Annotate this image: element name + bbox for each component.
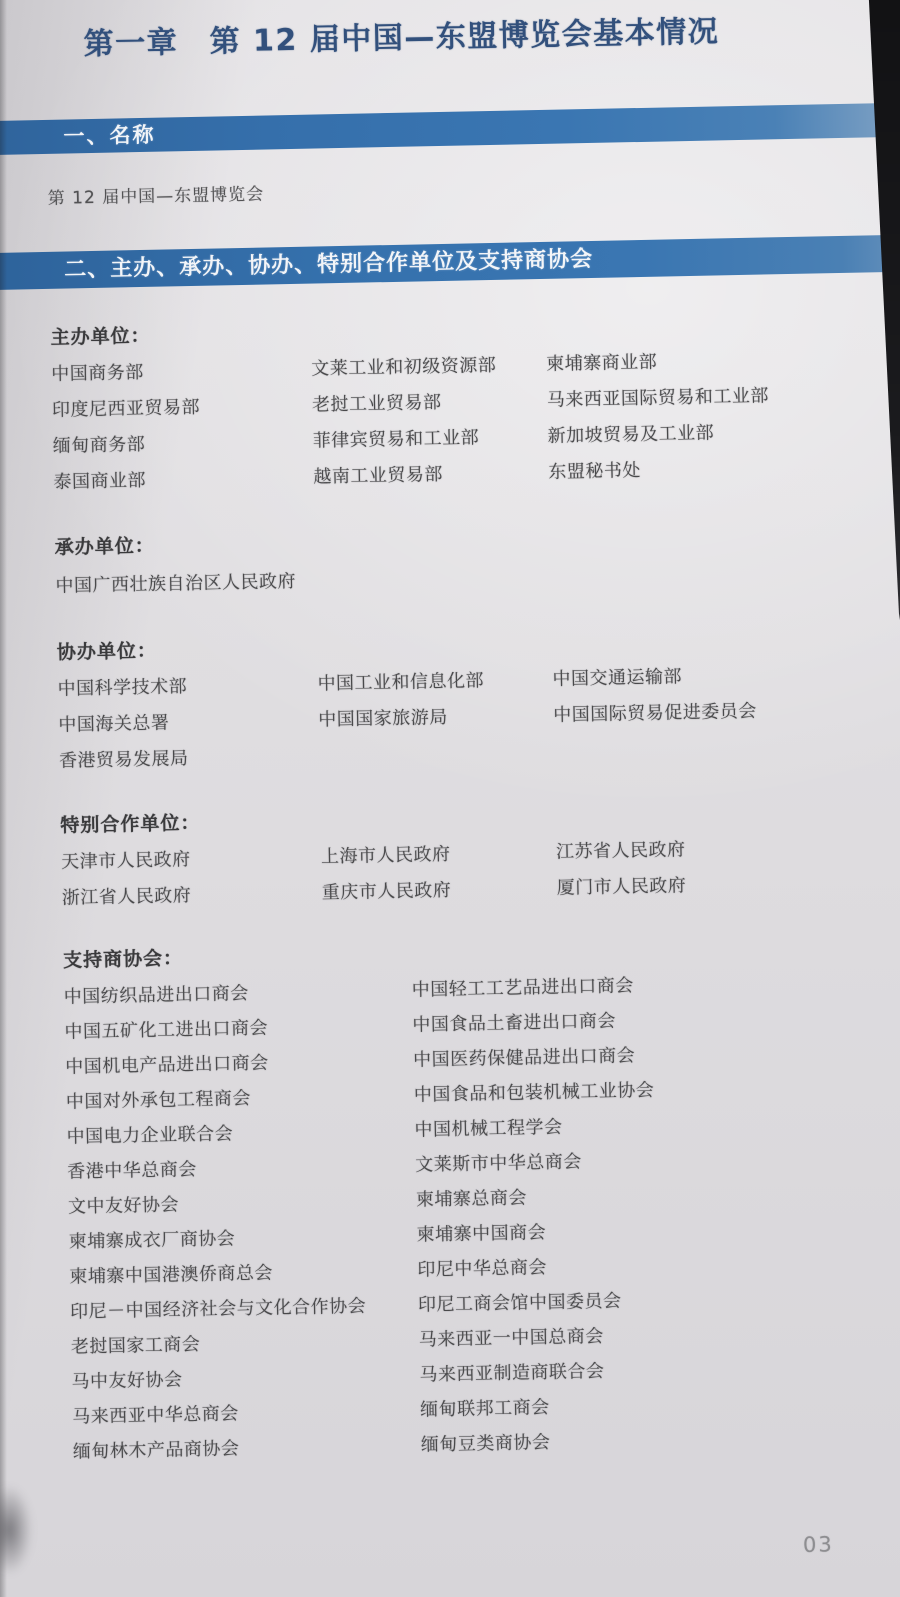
hosts-group: [50, 309, 892, 504]
special-partner-item: 重庆市人民政府: [321, 879, 452, 904]
supporter-item: 柬埔寨总商会: [415, 1187, 528, 1211]
table-row: [55, 555, 895, 608]
host-item: 泰国商业部: [53, 469, 147, 493]
supporter-item: 印尼－中国经济社会与文化合作协会: [69, 1295, 367, 1323]
chapter-title: 第一章 第 12 届中国—东盟博览会基本情况: [83, 14, 720, 63]
bottom-left-shadow: [0, 1485, 32, 1575]
supporter-item: 中国机械工程学会: [414, 1116, 563, 1141]
special-partner-item: 上海市人民政府: [320, 843, 451, 868]
supporter-item: 中国轻工工艺品进出口商会: [411, 975, 634, 1001]
coorganizer-item: 中国国际贸易促进委员会: [553, 700, 757, 726]
supporter-item: 马来西亚制造商联合会: [419, 1360, 605, 1386]
supporters-group: [63, 932, 900, 1473]
coorganizer-item: 中国科学技术部: [57, 676, 188, 700]
host-item: 马来西亚国际贸易和工业部: [546, 385, 770, 411]
supporter-item: 柬埔寨中国港澳侨商总会: [69, 1262, 274, 1288]
supporter-item: 缅甸林木产品商协会: [72, 1438, 240, 1463]
supporter-item: 马来西亚一中国总商会: [418, 1325, 604, 1351]
supporter-item: 中国五矿化工进出口商会: [64, 1017, 269, 1043]
section-banner-organizers: 二、主办、承办、协办、特别合作单位及支持商协会: [0, 234, 900, 290]
supporter-item: 缅甸联邦工商会: [419, 1397, 550, 1421]
supporter-item: 中国电力企业联合会: [66, 1123, 234, 1148]
coorganizer-item: 中国交通运输部: [552, 666, 683, 690]
page-number: 03: [802, 1532, 834, 1557]
supporter-item: 中国机电产品进出口商会: [65, 1052, 269, 1078]
supporter-item: 中国食品和包装机械工业协会: [413, 1079, 655, 1106]
supporter-item: 老挝国家工商会: [70, 1334, 201, 1358]
supporter-item: 香港中华总商会: [67, 1159, 198, 1183]
organizer-label: 承办单位：: [54, 534, 156, 559]
special-partners-label: 特别合作单位：: [60, 811, 201, 837]
host-item: 缅甸商务部: [52, 433, 146, 457]
supporter-item: 缅甸豆类商协会: [420, 1432, 551, 1456]
host-item: 印度尼西亚贸易部: [51, 396, 201, 421]
supporter-item: 马中友好协会: [71, 1369, 183, 1393]
coorganizers-rows: [57, 658, 898, 783]
host-item: 老挝工业贸易部: [311, 392, 442, 416]
supporter-item: 中国纺织品进出口商会: [63, 983, 249, 1008]
host-item: 柬埔寨商业部: [546, 351, 658, 375]
supporters-rows: [64, 966, 900, 1473]
section-banner-name: 一、名称: [0, 102, 900, 155]
special-partner-item: 浙江省人民政府: [61, 885, 192, 909]
supporter-item: 文莱斯市中华总商会: [415, 1151, 582, 1176]
supporter-item: 马来西亚中华总商会: [72, 1403, 239, 1428]
host-item: 越南工业贸易部: [313, 463, 444, 488]
supporter-item: 文中友好协会: [67, 1194, 180, 1218]
coorganizer-item: 中国海关总署: [58, 712, 170, 736]
special-partners-rows: [61, 831, 900, 920]
host-item: 新加坡贸易及工业部: [547, 422, 715, 447]
supporter-item: 印尼工商会馆中国委员会: [417, 1290, 622, 1316]
hosts-label: 主办单位：: [50, 324, 151, 349]
supporter-item: 印尼中华总商会: [417, 1257, 548, 1281]
coorganizers-label: 协办单位：: [56, 639, 158, 664]
organizer-group: [55, 519, 895, 608]
organizer-rows: [55, 555, 895, 608]
expo-name-text: 第 12 届中国—东盟博览会: [47, 184, 265, 209]
special-partner-item: 江苏省人民政府: [555, 839, 686, 863]
organizer-item: 中国广西壮族自治区人民政府: [55, 570, 297, 597]
supporter-item: 柬埔寨成衣厂商协会: [68, 1228, 236, 1253]
special-partner-item: 天津市人民政府: [60, 849, 191, 873]
host-item: 文莱工业和初级资源部: [311, 354, 497, 380]
supporter-item: 中国对外承包工程商会: [65, 1087, 252, 1113]
coorganizer-item: 中国工业和信息化部: [317, 670, 485, 695]
supporter-item: 中国食品土畜进出口商会: [412, 1010, 617, 1036]
host-item: 东盟秘书处: [548, 460, 642, 483]
special-partner-item: 厦门市人民政府: [556, 875, 687, 899]
hosts-rows: [51, 343, 893, 504]
coorganizer-item: 香港贸易发展局: [58, 748, 189, 772]
special-partners-group: [60, 797, 900, 920]
supporters-label: 支持商协会：: [62, 947, 184, 972]
supporter-item: 中国医药保健品进出口商会: [412, 1045, 636, 1071]
supporter-item: 柬埔寨中国商会: [416, 1222, 547, 1246]
host-item: 中国商务部: [51, 361, 145, 385]
coorganizer-item: 中国国家旅游局: [318, 706, 448, 731]
coorganizers-group: [57, 624, 899, 783]
left-edge-shadow: [0, 0, 7, 1597]
host-item: 菲律宾贸易和工业部: [312, 427, 480, 452]
